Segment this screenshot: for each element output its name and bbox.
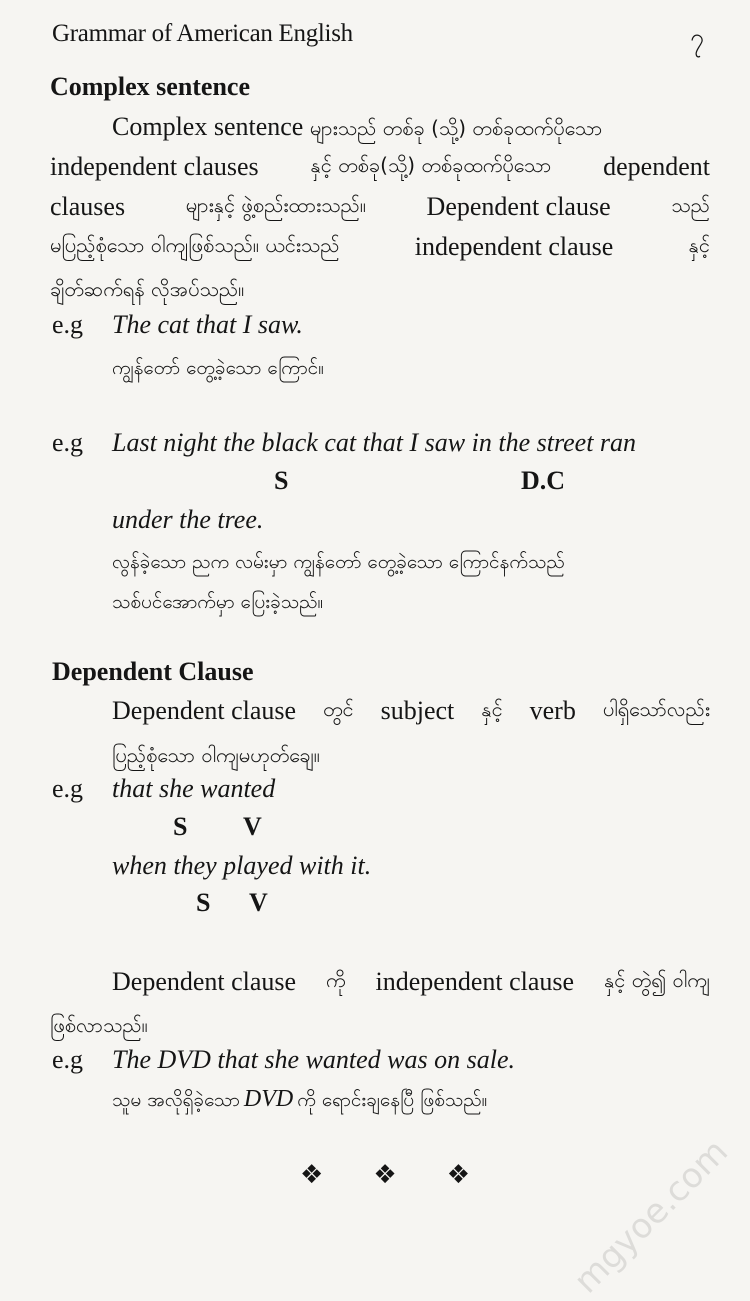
example-myanmar: သစ်ပင်အောက်မှာ ပြေးခဲ့သည်။ xyxy=(112,591,324,613)
term: Dependent clause xyxy=(112,696,297,725)
example-english: under the tree. xyxy=(112,505,264,534)
myanmar-text: များသည် တစ်ခု (သို့) တစ်ခုထက်ပိုသော xyxy=(309,116,603,140)
myanmar-text: နှင့် xyxy=(481,697,503,721)
complex-intro-line4 xyxy=(50,232,710,262)
example-english: when they played with it. xyxy=(112,851,372,880)
complex-intro-line3 xyxy=(50,192,710,222)
subject-mark: S xyxy=(274,466,289,495)
section-heading-complex: Complex sentence xyxy=(50,72,251,101)
ornament-icon: ❖ xyxy=(446,1160,470,1190)
complex-intro-line2 xyxy=(50,152,710,182)
myanmar-text: နှင့် တစ်ခု(သို့) တစ်ခုထက်ပိုသော xyxy=(310,153,552,177)
myanmar-text: ပါရှိသော်လည်း xyxy=(602,697,710,721)
term: verb xyxy=(529,696,576,725)
subject-mark: S xyxy=(173,812,188,841)
term: independent clauses xyxy=(50,152,259,181)
myanmar-text: ကို xyxy=(326,968,346,992)
subject-mark: S xyxy=(196,888,211,917)
term: Dependent clause xyxy=(426,192,611,221)
example-english: that she wanted xyxy=(112,774,276,803)
myanmar-text: ကို ရောင်းချနေပြီ ဖြစ်သည်။ xyxy=(297,1089,488,1111)
watermark: mgyoe.com xyxy=(566,1131,736,1301)
example-label: e.g xyxy=(52,310,84,339)
myanmar-text: မပြည့်စုံသော ဝါကျဖြစ်သည်။ ယင်းသည် xyxy=(50,233,340,257)
example-myanmar: ကျွန်တော် တွေ့ခဲ့သော ကြောင်။ xyxy=(112,357,324,379)
dependent-note-line2: ဖြစ်လာသည်။ xyxy=(50,1013,148,1037)
myanmar-text: တွင် xyxy=(323,697,354,721)
page-number: ၇ xyxy=(690,25,705,52)
ornament-icon: ❖ xyxy=(373,1160,397,1190)
complex-intro-line1 xyxy=(112,112,602,145)
term: clauses xyxy=(50,192,126,221)
term: dependent xyxy=(603,152,710,181)
myanmar-text: များနှင့် ဖွဲ့စည်းထားသည်။ xyxy=(185,193,366,217)
dependent-clause-mark: D.C xyxy=(521,466,566,495)
term: independent clause xyxy=(414,232,614,261)
verb-mark: V xyxy=(243,812,262,841)
term: DVD xyxy=(243,1086,294,1112)
example-english: The DVD that she wanted was on sale. xyxy=(112,1045,515,1074)
term: subject xyxy=(380,696,455,725)
example-english: The cat that I saw. xyxy=(112,310,303,339)
term: Complex sentence xyxy=(112,112,304,141)
verb-mark: V xyxy=(249,888,268,917)
myanmar-text: နှင့် xyxy=(688,233,710,257)
complex-intro-line5: ချိတ်ဆက်ရန် လိုအပ်သည်။ xyxy=(50,277,245,301)
term: independent clause xyxy=(375,967,575,996)
example-label: e.g xyxy=(52,428,84,457)
myanmar-text: နှင့် တွဲ၍ ဝါကျ xyxy=(603,968,710,992)
dependent-intro-line1 xyxy=(112,696,710,726)
section-divider-ornaments xyxy=(300,1160,470,1190)
example-label: e.g xyxy=(52,1045,84,1074)
ornament-icon: ❖ xyxy=(300,1160,324,1190)
myanmar-text: သည် xyxy=(671,193,710,217)
example-myanmar: လွန်ခဲ့သော ညက လမ်းမှာ ကျွန်တော် တွေ့ခဲ့သော ကြောင်နက်သည် xyxy=(112,551,565,573)
section-heading-dependent: Dependent Clause xyxy=(52,657,254,686)
example-label: e.g xyxy=(52,774,84,803)
myanmar-text: သူမ အလိုရှိခဲ့သော xyxy=(112,1089,240,1111)
example-english: Last night the black cat that I saw in the street ran xyxy=(112,428,637,457)
term: Dependent clause xyxy=(112,967,297,996)
dependent-note-line1 xyxy=(112,967,710,997)
book-title: Grammar of American English xyxy=(52,20,353,47)
example-myanmar xyxy=(112,1086,487,1116)
dependent-intro-line2: ပြည့်စုံသော ဝါကျမဟုတ်ချေ။ xyxy=(112,743,320,767)
